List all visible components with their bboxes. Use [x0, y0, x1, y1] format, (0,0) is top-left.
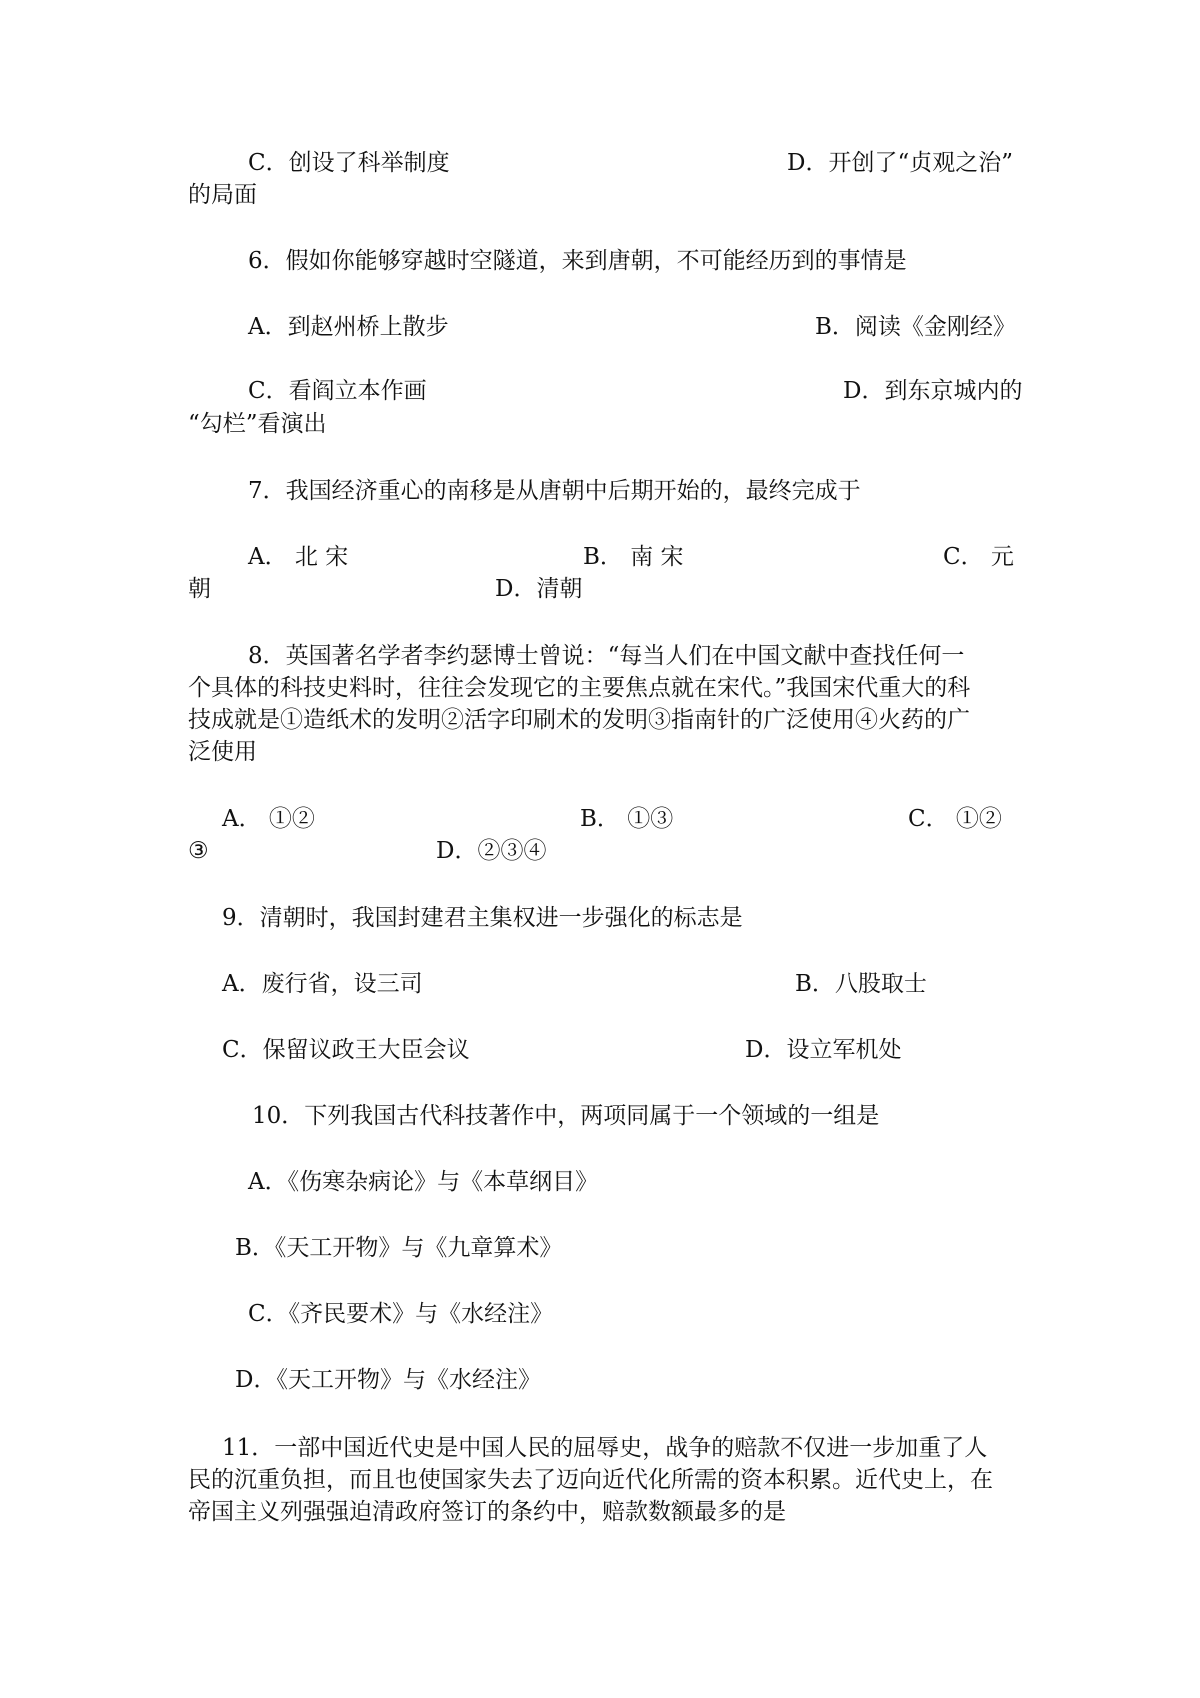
- q10-stem: 10．下列我国古代科技著作中，两项同属于一个领域的一组是: [252, 1103, 880, 1129]
- q8-stem-line-4: 泛使用: [188, 739, 257, 765]
- q6-option-a: A．到赵州桥上散步: [248, 314, 449, 340]
- q7-option-c: C． 元: [943, 544, 1014, 570]
- q6-option-d-continued: “勾栏”看演出: [188, 411, 327, 437]
- q7-option-a: A． 北 宋: [248, 544, 349, 570]
- q8-option-b: B． ①③: [580, 806, 674, 832]
- q10-option-a: A．《伤寒杂病论》与《本草纲目》: [248, 1169, 599, 1195]
- q8-stem-line-3: 技成就是①造纸术的发明②活字印刷术的发明③指南针的广泛使用④火药的广: [188, 707, 970, 733]
- q10-option-c: C．《齐民要术》与《水经注》: [248, 1301, 554, 1327]
- q9-option-b: B．八股取士: [795, 971, 927, 997]
- q6-option-c: C．看阎立本作画: [248, 378, 427, 404]
- q7-option-b: B． 南 宋: [583, 544, 684, 570]
- q7-stem: 7．我国经济重心的南移是从唐朝中后期开始的，最终完成于: [248, 478, 861, 504]
- q5-option-d: D．开创了“贞观之治”: [787, 150, 1013, 176]
- q6-stem: 6．假如你能够穿越时空隧道，来到唐朝，不可能经历到的事情是: [248, 248, 907, 274]
- q8-option-a: A． ①②: [222, 806, 315, 832]
- q6-option-d: D．到东京城内的: [843, 378, 1023, 404]
- q7-option-d: D．清朝: [495, 576, 583, 602]
- q6-option-b: B．阅读《金刚经》: [815, 314, 1016, 340]
- q9-option-c: C．保留议政王大臣会议: [222, 1037, 470, 1063]
- q8-stem-line-1: 8．英国著名学者李约瑟博士曾说：“每当人们在中国文献中查找任何一: [248, 643, 965, 669]
- q5-option-d-continued: 的局面: [188, 182, 257, 208]
- q8-stem-line-2: 个具体的科技史料时，往往会发现它的主要焦点就在宋代。”我国宋代重大的科: [188, 675, 971, 701]
- q5-option-c: C．创设了科举制度: [248, 150, 450, 176]
- q8-option-c-continued: ③: [188, 838, 209, 864]
- q9-option-d: D．设立军机处: [745, 1037, 902, 1063]
- q11-stem-line-1: 11．一部中国近代史是中国人民的屈辱史，战争的赔款不仅进一步加重了人: [222, 1435, 988, 1461]
- q10-option-d: D．《天工开物》与《水经注》: [235, 1367, 541, 1393]
- q9-option-a: A．废行省，设三司: [222, 971, 423, 997]
- q7-option-c-continued: 朝: [188, 576, 211, 602]
- q8-option-d: D．②③④: [436, 838, 547, 864]
- q8-option-c: C． ①②: [908, 806, 1002, 832]
- q11-stem-line-2: 民的沉重负担，而且也使国家失去了迈向近代化所需的资本积累。近代史上，在: [188, 1467, 993, 1493]
- q11-stem-line-3: 帝国主义列强强迫清政府签订的条约中，赔款数额最多的是: [188, 1499, 786, 1525]
- q10-option-b: B．《天工开物》与《九章算术》: [235, 1235, 563, 1261]
- q9-stem: 9．清朝时，我国封建君主集权进一步强化的标志是: [222, 905, 743, 931]
